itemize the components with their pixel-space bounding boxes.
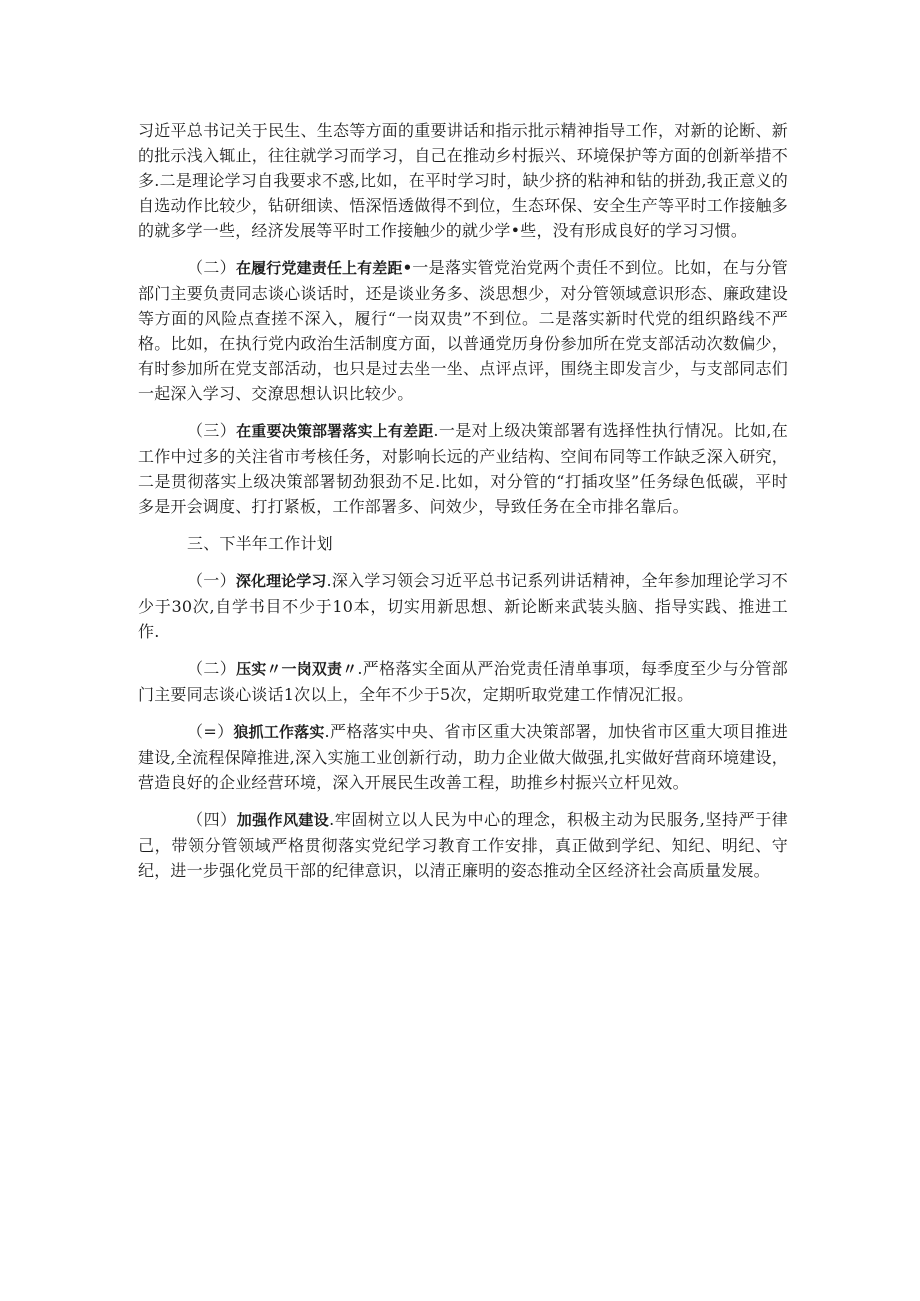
item-heading: 狼抓工作落实	[233, 723, 325, 741]
paragraph-decision-implementation	[138, 418, 788, 519]
item-heading: 深化理论学习	[235, 572, 327, 590]
paragraph-text: .严格落实全面从严治党责任清单事项，每季度至少与分管部门主要同志谈心谈话1次以上，全年不少于5次，定期听取党建工作情况汇报。	[138, 659, 788, 704]
paragraph-dual-responsibility	[138, 656, 788, 707]
paragraph-text: 习近平总书记关于民生、生态等方面的重要讲话和指示批示精神指导工作，对新的论断、新的批示浅入辄止，往往就学习而学习，自己在推动乡村振兴、环境保护等方面的创新举措不多.二是理论学习自我要求不惑,比如，在平时学习时，缺少挤的粘神和钻的拼劲,我正意义的自选动作比较少，钻研细读、悟深悟透做得不到位，生态环保、安全生产等平时工作接触多的就多学一些，经济发展等平时工作接触少的就少学•些，没有形成良好的学习习惯。	[138, 121, 788, 240]
item-number: （=）	[187, 722, 234, 741]
section-title: 三、下半年工作计划	[187, 534, 333, 553]
paragraph-work-implementation	[138, 719, 788, 795]
paragraph-continuation	[138, 118, 788, 243]
item-number: （三）	[187, 421, 237, 440]
item-heading: 加强作风建设	[236, 811, 330, 829]
paragraph-theory-study	[138, 568, 788, 644]
document-body	[138, 118, 788, 883]
paragraph-text: 一是落实管党治党两个责任不到位。比如，在与分管部门主要负责同志谈心谈话时，还是谈业务多、淡思想少，对分管领域意识形态、廉政建设等方面的风险点查搓不深入，履行“一岗双贵”不到位。二是落实新时代党的组织路线不严格。比如，在执行党内政治生活制度方面，以普通党历身份参加所在党支部活动次数偏少，有时参加所在党支部活动，也只是过去坐一坐、点评点评，围绕主即发言少，与支部同志们一起深入学习、交潦思想认识比较少。	[138, 258, 788, 403]
item-number: （四）	[187, 810, 237, 829]
paragraph-work-style	[138, 807, 788, 883]
item-number: （一）	[187, 571, 236, 590]
paragraph-text: .深入学习领会习近平总书记系列讲话精神，全年参加理论学习不少于30次,自学书目不少于10本，切实用新思想、新论断来武装头脑、指导实践、推进工作.	[138, 571, 788, 641]
paragraph-text: .牢固树立以人民为中心的理念，积极主动为民服务,坚持严于律己，带领分管领域严格贯彻落实党纪学习教育工作安排，真正做到学纪、知纪、明纪、守纪，进一步强化党员干部的纪律意识，以清正廉明的姿态推动全区经济社会高质量发展。	[138, 810, 788, 880]
item-number: （二）	[187, 258, 237, 277]
paragraph-text: .一是对上级决策部署有选择性执行情况。比如,在工作中过多的关注省市考核任务，对影响长远的产业结构、空间布同等工作缺乏深入研究，二是贯彻落实上级决策部署韧劲狠劲不足.比如，对分管的“打插攻坚”任务绿色低碳，平时多是开会调度、打打紧板，工作部署多、问效少，导致任务在全市排名靠后。	[138, 421, 788, 516]
item-number: （二）	[187, 659, 237, 678]
item-heading: 在履行党建责任上有差距•	[236, 259, 413, 277]
item-heading: 压实〃一岗双责〃	[236, 660, 358, 678]
item-heading: 在重要决策部署落实上有差距	[236, 422, 434, 440]
paragraph-party-building	[138, 255, 788, 406]
paragraph-text: .严格落实中央、省市区重大决策部署，加快省市区重大项目推进建设,全流程保障推进,深入实施工业创新行动，助力企业做大做强,扎实做好营商环境建设，营造良好的企业经营环境，深入开展民生改善工程，助推乡村振兴立杆见效。	[138, 722, 788, 792]
